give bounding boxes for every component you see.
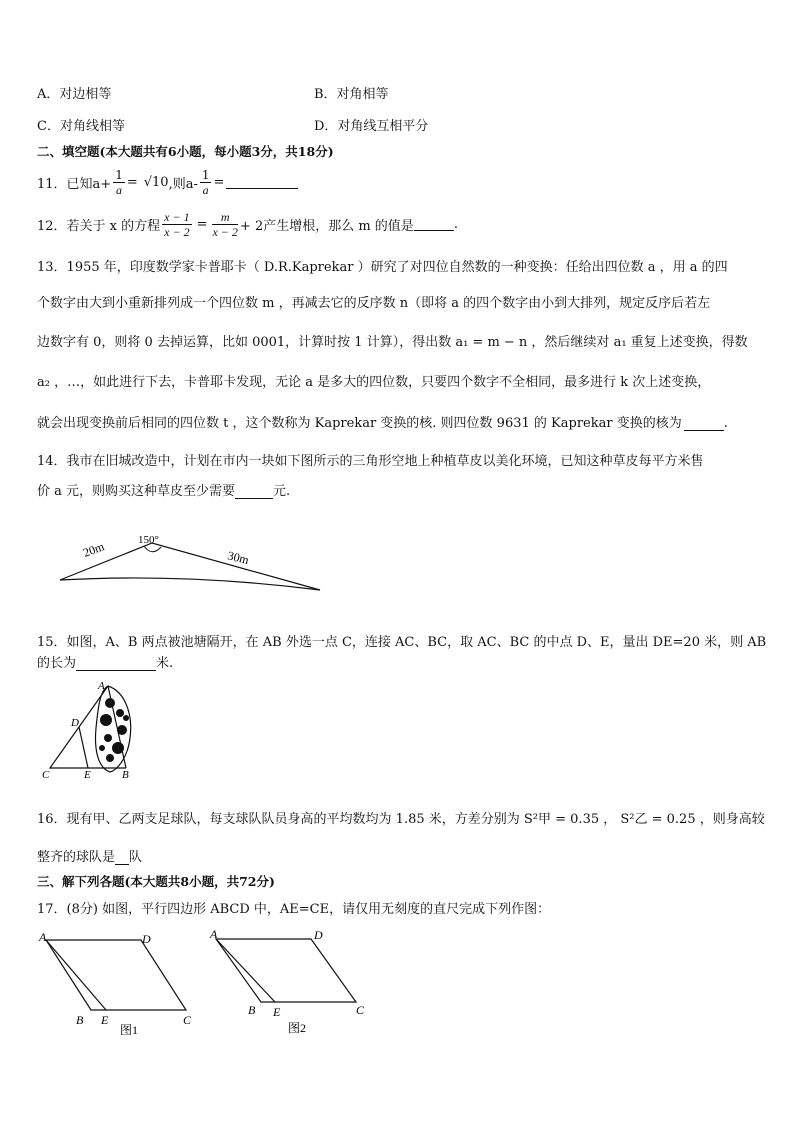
q11-fraction: $\frac{1}{a}$ xyxy=(115,167,123,197)
question-11 xyxy=(37,164,298,200)
q13-end: . xyxy=(723,416,728,431)
q13-line-1: 13．1955 年，印度数学家卡普耶卡（ D.R.Kaprekar ）研究了对四位自然数的一种变换：任给出四位数 a ，用 a 的四 xyxy=(37,260,728,275)
label-d: D xyxy=(314,928,323,942)
q14-triangle-figure xyxy=(55,535,325,597)
label-30m: 30m xyxy=(226,548,251,568)
label-20m: 20m xyxy=(81,539,107,560)
choice-b: B．对角相等 xyxy=(314,87,389,102)
q13-line-5: 就会出现变换前后相同的四位数 t ，这个数称为 Kaprekar 变换的核. 则四位数 9631 的 Kaprekar 变换的核为 xyxy=(37,416,682,431)
q15-end: 米. xyxy=(156,656,174,671)
label-a: A xyxy=(210,927,218,941)
q11-prefix: 11．已知a+ xyxy=(37,176,112,192)
choice-a: A．对边相等 xyxy=(37,87,112,102)
q11-mid: ,则a- xyxy=(168,176,198,192)
section-heading-fill-in: 二、填空题(本大题共有6小题，每小题3分，共18分) xyxy=(37,144,334,159)
segment-ae xyxy=(216,939,275,1002)
label-a: A xyxy=(98,680,105,692)
q11-tail: = xyxy=(213,174,225,190)
label-d: D xyxy=(71,717,79,729)
caption-figure-2: 图2 xyxy=(288,1021,307,1035)
segment-ae xyxy=(46,940,106,1010)
q14-end: 元. xyxy=(273,484,291,499)
label-d: D xyxy=(142,932,151,946)
q12-fraction-right: $\frac{m}{x - 2}$ xyxy=(212,209,238,239)
question-12 xyxy=(37,205,458,243)
q17-figure-1 xyxy=(36,928,208,1038)
angle-arc xyxy=(144,546,161,552)
label-e: E xyxy=(84,769,91,781)
q13-line-2: 个数字由大到小重新排列成一个四位数 m ，再减去它的反序数 n（即将 a 的四个数字由小到大排列，规定反序后若左 xyxy=(37,296,711,311)
q13-line-4: a₂ ，…，如此进行下去，卡普耶卡发现，无论 a 是多大的四位数，只要四个数字不全相同，最多进行 k 次上述变换， xyxy=(37,375,711,390)
q14-line-2-row xyxy=(37,480,290,499)
q13-line-3: 边数字有 0，则将 0 去掉运算，比如 0001，计算时按 1 计算），得出数 a₁ = m − n ，然后继续对 a₁ 重复上述变换，得数 xyxy=(37,335,748,350)
triangle-base xyxy=(60,578,320,590)
section-heading-solve: 三、解下列各题(本大题共8小题，共72分) xyxy=(37,874,275,889)
q15-line-2-row xyxy=(37,652,173,671)
label-b: B xyxy=(76,1013,84,1027)
q11-sqrt: √10 xyxy=(143,174,169,190)
q12-plus-text: + 2产生增根，那么 m 的值是 xyxy=(239,218,414,234)
segment-de xyxy=(79,727,88,768)
q12-equals: = xyxy=(196,216,208,232)
q16-answer-blank xyxy=(115,852,129,865)
q12-answer-blank xyxy=(414,218,454,231)
q11-fraction-2: $\frac{1}{a}$ xyxy=(201,167,210,197)
q17-figure-2 xyxy=(206,924,374,1036)
choice-d: D．对角线互相平分 xyxy=(314,119,429,134)
q12-fraction-left: $\frac{x - 1}{x - 2}$ xyxy=(164,209,190,239)
label-e: E xyxy=(273,1005,281,1019)
q11-answer-blank xyxy=(226,176,298,189)
q14-answer-blank xyxy=(235,486,273,499)
label-e: E xyxy=(101,1013,109,1027)
q13-answer-blank xyxy=(684,418,724,431)
q14-line-1: 14．我市在旧城改造中，计划在市内一块如下图所示的三角形空地上种植草皮以美化环境，已知这种草皮每平方米售 xyxy=(37,454,704,469)
q15-line-1: 15．如图，A、B 两点被池塘隔开，在 AB 外选一点 C，连接 AC、BC，取 AC、BC 的中点 D、E，量出 DE=20 米，则 AB xyxy=(37,635,767,650)
q16-line-2: 整齐的球队是 xyxy=(37,850,116,865)
q16-line-1: 16．现有甲、乙两支足球队，每支球队队员身高的平均数均为 1.85 米，方差分别为 S²甲 = 0.35 ， S²乙 = 0.25 ，则身高较 xyxy=(37,812,765,827)
q13-line-5-row xyxy=(37,412,728,431)
label-b: B xyxy=(122,769,129,781)
pond-icon xyxy=(96,686,131,772)
q17-text: 17．(8分) 如图，平行四边形 ABCD 中，AE=CE，请仅用无刻度的直尺完成下列作图： xyxy=(37,902,551,917)
q15-line-2: 的长为 xyxy=(37,656,77,671)
q15-answer-blank xyxy=(76,658,156,671)
label-150-degrees: 150° xyxy=(138,535,159,546)
q11-equals: = xyxy=(126,174,138,190)
label-c: C xyxy=(356,1003,365,1017)
q15-pond-figure xyxy=(38,678,140,782)
label-c: C xyxy=(183,1013,192,1027)
q12-prefix: 12．若关于 x 的方程 xyxy=(37,218,161,234)
q14-line-2: 价 a 元，则购买这种草皮至少需要 xyxy=(37,484,236,499)
q12-end: . xyxy=(453,216,458,232)
q16-line-2-row xyxy=(37,846,142,865)
caption-figure-1: 图1 xyxy=(120,1023,139,1037)
parallelogram-abcd xyxy=(46,940,186,1010)
q16-end: 队 xyxy=(129,850,143,865)
label-c: C xyxy=(42,769,50,781)
parallelogram-abcd xyxy=(216,939,356,1002)
choice-c: C．对角线相等 xyxy=(37,119,125,134)
label-a: A xyxy=(39,930,47,944)
label-b: B xyxy=(248,1003,256,1017)
